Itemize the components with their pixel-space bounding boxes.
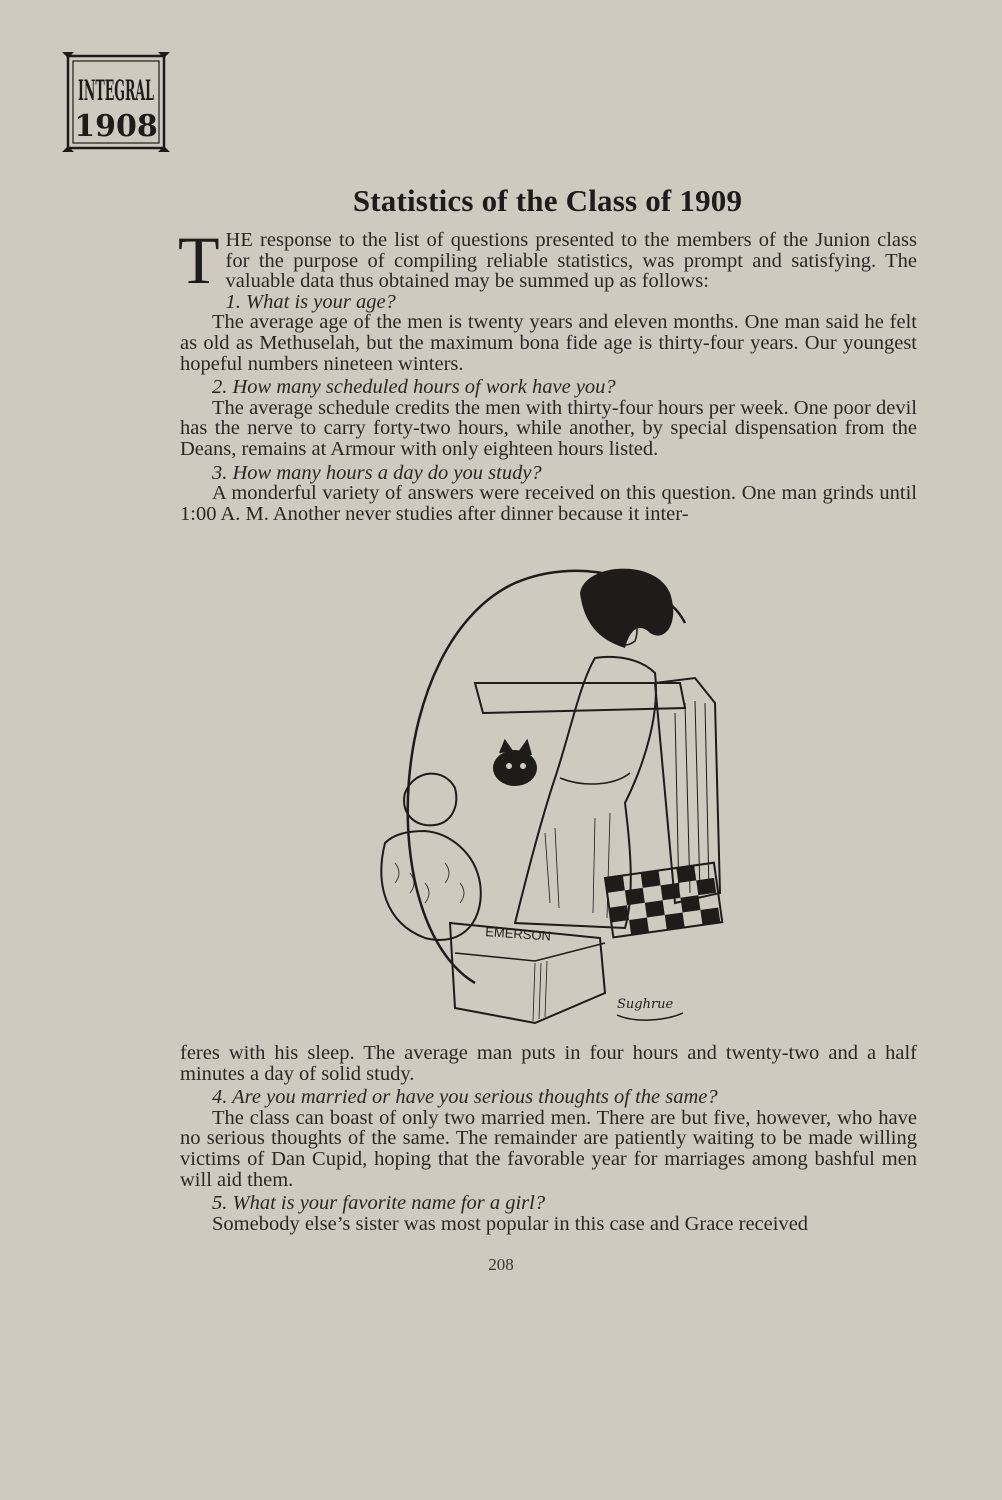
- question-5: 5. What is your favorite name for a girl?: [212, 1192, 546, 1215]
- intro-paragraph: [178, 222, 917, 298]
- answer-5: Somebody else’s sister was most popular in this case and Grace received: [212, 1212, 809, 1235]
- answer-3-part2: feres with his sleep. The average man puts in four hours and twenty-two and a half minutes a day of solid study.: [180, 1042, 917, 1085]
- integral-1908-logo: [60, 50, 172, 154]
- question-3: 3. How many hours a day do you study?: [212, 461, 542, 484]
- drop-cap: T: [178, 222, 220, 298]
- answer-1: The average age of the men is twenty years and eleven months. One man said he felt as old as Methuselah, but the maximum bona fide age is thirty-four years. Our youngest hopeful numbers nineteen winters.: [180, 311, 917, 375]
- svg-text:INTEGRAL: INTEGRAL: [78, 74, 155, 107]
- question-2: 2. How many scheduled hours of work have you?: [212, 376, 616, 399]
- intro-text: HE response to the list of questions presented to the members of the Junion class for the purpose of compiling reliable statistics, was prompt and satisfying. The valuable data thus obtained may be summed up as follows:: [225, 229, 917, 293]
- book-label: EMERSON: [484, 924, 552, 944]
- answer-3-part1: A monderful variety of answers were received on this question. One man grinds until 1:00 A. M. Another never studies after dinner because it inter-: [180, 482, 917, 525]
- artist-signature: Sughrue: [617, 997, 674, 1012]
- answer-4: The class can boast of only two married men. There are but five, however, who have no serious thoughts of the same. The remainder are patiently waiting to be made willing victims of Dan Cupid, hoping that the favorable year for marriages among bashful men will aid them.: [180, 1106, 917, 1191]
- upper-text-block: [178, 222, 917, 525]
- lower-text-block: [180, 1043, 917, 1234]
- page-number: 208: [488, 1255, 514, 1274]
- answer-2: The average schedule credits the men with thirty-four hours per week. One poor devil has the nerve to carry forty-two hours, while another, by special dispensation from the Deans, remains at Armour with only eighteen hours listed.: [180, 396, 917, 460]
- question-4: 4. Are you married or have you serious thoughts of the same?: [212, 1086, 718, 1109]
- question-1: 1. What is your age?: [225, 290, 396, 313]
- reading-woman-illustration: [355, 563, 740, 1033]
- page-title: Statistics of the Class of 1909: [352, 183, 743, 218]
- svg-text:1908: 1908: [74, 109, 158, 144]
